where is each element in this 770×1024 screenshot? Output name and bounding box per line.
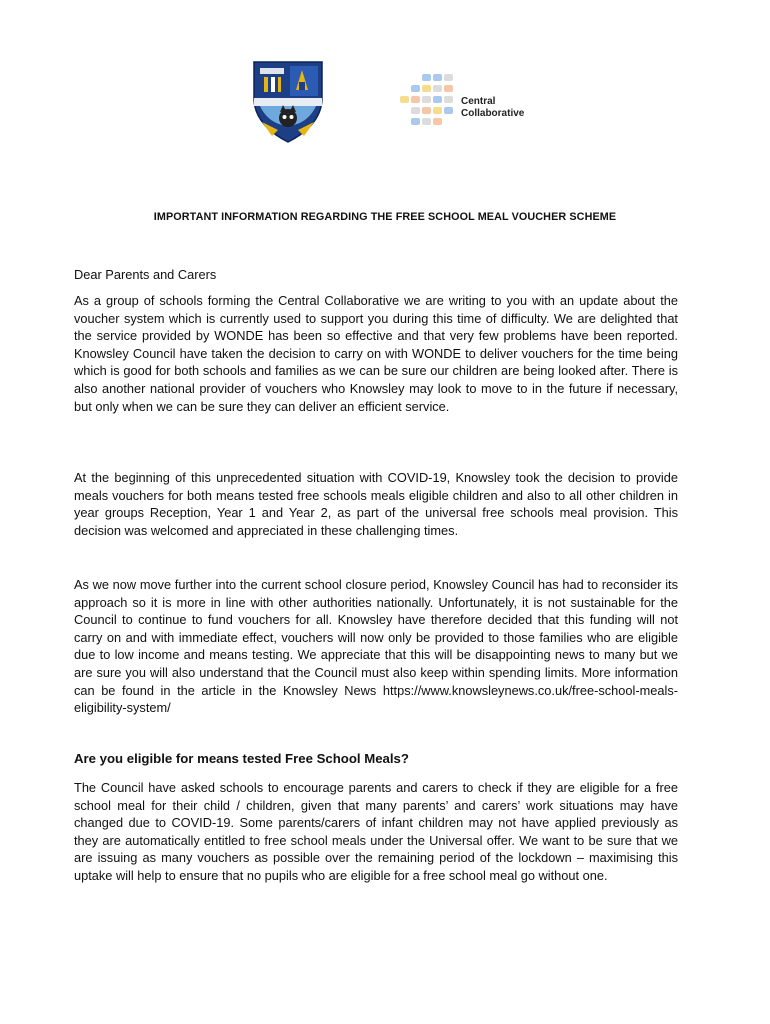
- paragraph-update: As a group of schools forming the Central Collaborative we are writing to you with an update about the voucher system which is currently used to support you during this time of difficulty. We are delighted that the service provided by WONDE has been so effective and that very few problems have been reported. Knowsley Council have taken the decision to carry on with WONDE to deliver vouchers for the time being which is good for both schools and families as we can be sure our children are being looked after. There is also another national provider of vouchers who Knowsley may look to move to in the future if necessary, but only when we can be sure they can deliver an efficient service.: [74, 293, 678, 414]
- salutation: Dear Parents and Carers: [74, 267, 217, 282]
- section-heading: Are you eligible for means tested Free School Meals?: [74, 751, 409, 766]
- document-title: IMPORTANT INFORMATION REGARDING THE FREE SCHOOL MEAL VOUCHER SCHEME: [153, 211, 617, 223]
- paragraph-policy-change: As we now move further into the current school closure period, Knowsley Council has had to reconsider its approach so it is more in line with other authorities nationally. Unfortunately, it is not sustainable for the Council to continue to fund vouchers for all. Knowsley have therefore decided that this funding will not carry on and with immediate effect, vouchers will now only be provided to those families who are eligible due to low income and means testing. We appreciate that this will be disappointing news to many but we are sure you will also understand that the Council must also keep within spending limits. More information can be found in the article in the Knowsley News https://www.knowsleynews.co.uk/free-school-meals-eligibility-system/: [74, 577, 678, 716]
- central-collaborative-grid-icon: [396, 72, 458, 134]
- paragraph-eligibility: The Council have asked schools to encourage parents and carers to check if they are eligible for a free school meal for their child / children, given that many parents’ and carers’ work situations may have changed due to COVID-19. Some parents/carers of infant children may not have applied previously as they are automatically entitled to free school meals under the Universal offer. We want to be sure that we are issuing as many vouchers as possible over the remaining period of the lockdown – maximising this uptake will help to ensure that no pupils who are eligible for a free school meal go without one.: [74, 780, 678, 883]
- collaborative-name-line1: Central: [461, 96, 496, 107]
- paragraph-background: At the beginning of this unprecedented situation with COVID-19, Knowsley took the decision to provide meals vouchers for both means tested free schools meals eligible children and also to all other children in year groups Reception, Year 1 and Year 2, as part of the universal free schools meal provision. This decision was welcomed and appreciated in these challenging times.: [74, 470, 678, 538]
- school-crest-icon: [252, 60, 324, 144]
- collaborative-name-line2: Collaborative: [461, 108, 525, 119]
- collaborative-name: [461, 96, 524, 120]
- central-collaborative-logo: [396, 72, 556, 134]
